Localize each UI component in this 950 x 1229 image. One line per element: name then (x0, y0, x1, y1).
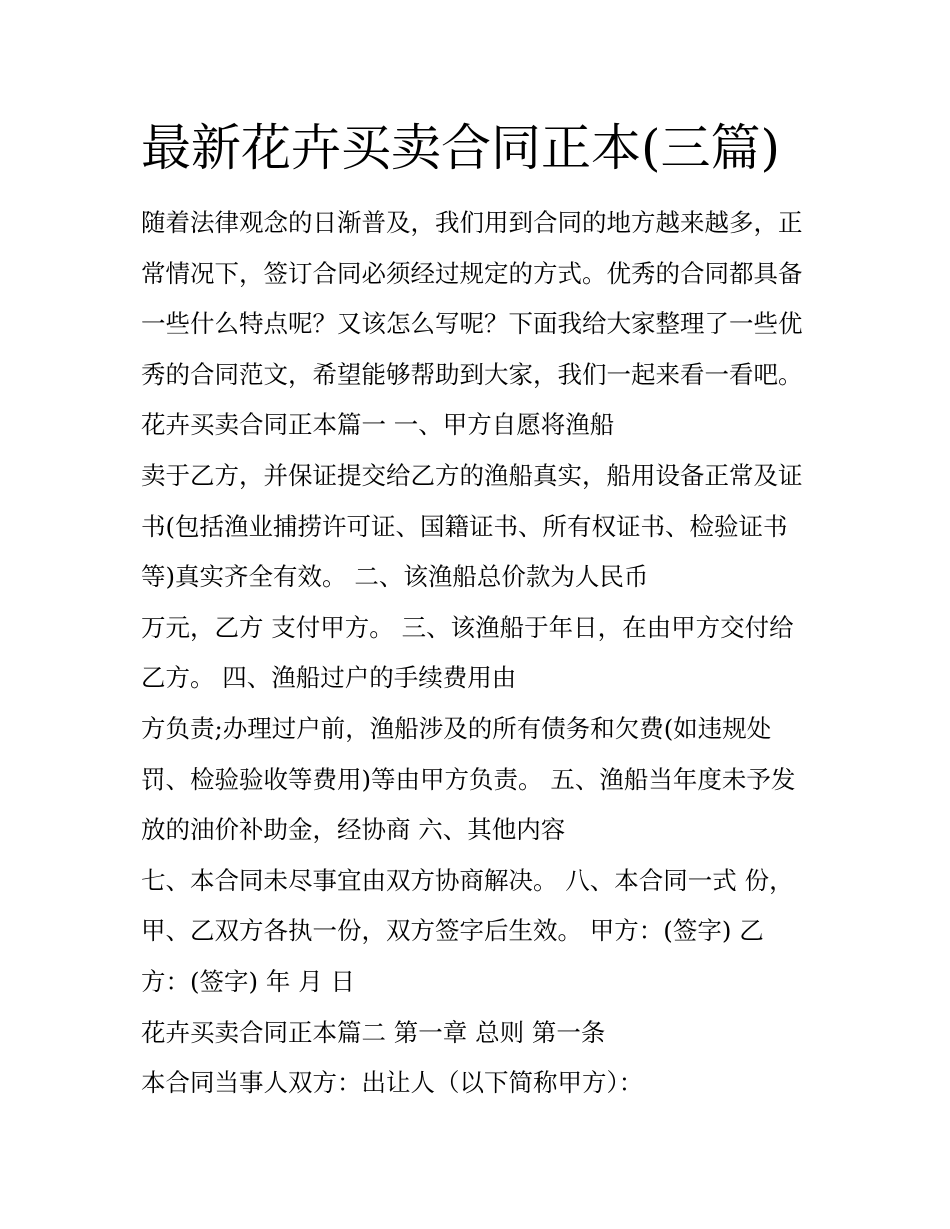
text-line: 方：(签字) 年 月 日 (141, 966, 355, 996)
document-title: 最新花卉买卖合同正本(三篇) (141, 119, 781, 177)
text-line: 方负责;办理过户前，渔船涉及的所有债务和欠费(如违规处 (141, 713, 772, 743)
text-line: 随着法律观念的日渐普及，我们用到合同的地方越来越多，正 (141, 208, 803, 237)
text-line: 一些什么特点呢？又该怎么写呢？下面我给大家整理了一些优 (141, 309, 803, 339)
text-line: 卖于乙方，并保证提交给乙方的渔船真实，船用设备正常及证 (141, 460, 803, 490)
document-body (141, 198, 841, 1109)
text-line: 等)真实齐全有效。 二、该渔船总价款为人民币 (141, 562, 649, 592)
text-line: 乙方。 四、渔船过户的手续费用由 (141, 663, 517, 693)
text-line: 罚、检验验收等费用)等由甲方负责。 五、渔船当年度未予发 (141, 764, 796, 794)
text-line: 万元，乙方 支付甲方。 三、该渔船于年日，在由甲方交付给 (141, 612, 794, 642)
text-line: 常情况下，签订合同必须经过规定的方式。优秀的合同都具备 (141, 258, 803, 288)
text-line: 本合同当事人双方：出让人（以下简称甲方）： (141, 1068, 644, 1098)
text-line: 放的油价补助金，经协商 六、其他内容 (141, 815, 566, 845)
text-line: 甲、乙双方各执一份，双方签字后生效。 甲方：(签字) 乙 (141, 916, 764, 946)
text-line: 花卉买卖合同正本篇二 第一章 总则 第一条 (141, 1017, 606, 1047)
text-line: 七、本合同未尽事宜由双方协商解决。 八、本合同一式 份， (141, 865, 794, 895)
text-line: 花卉买卖合同正本篇一 一、甲方自愿将渔船 (141, 410, 615, 440)
text-line: 书(包括渔业捕捞许可证、国籍证书、所有权证书、检验证书 (141, 511, 788, 541)
text-line: 秀的合同范文，希望能够帮助到大家，我们一起来看一看吧。 (141, 359, 803, 389)
